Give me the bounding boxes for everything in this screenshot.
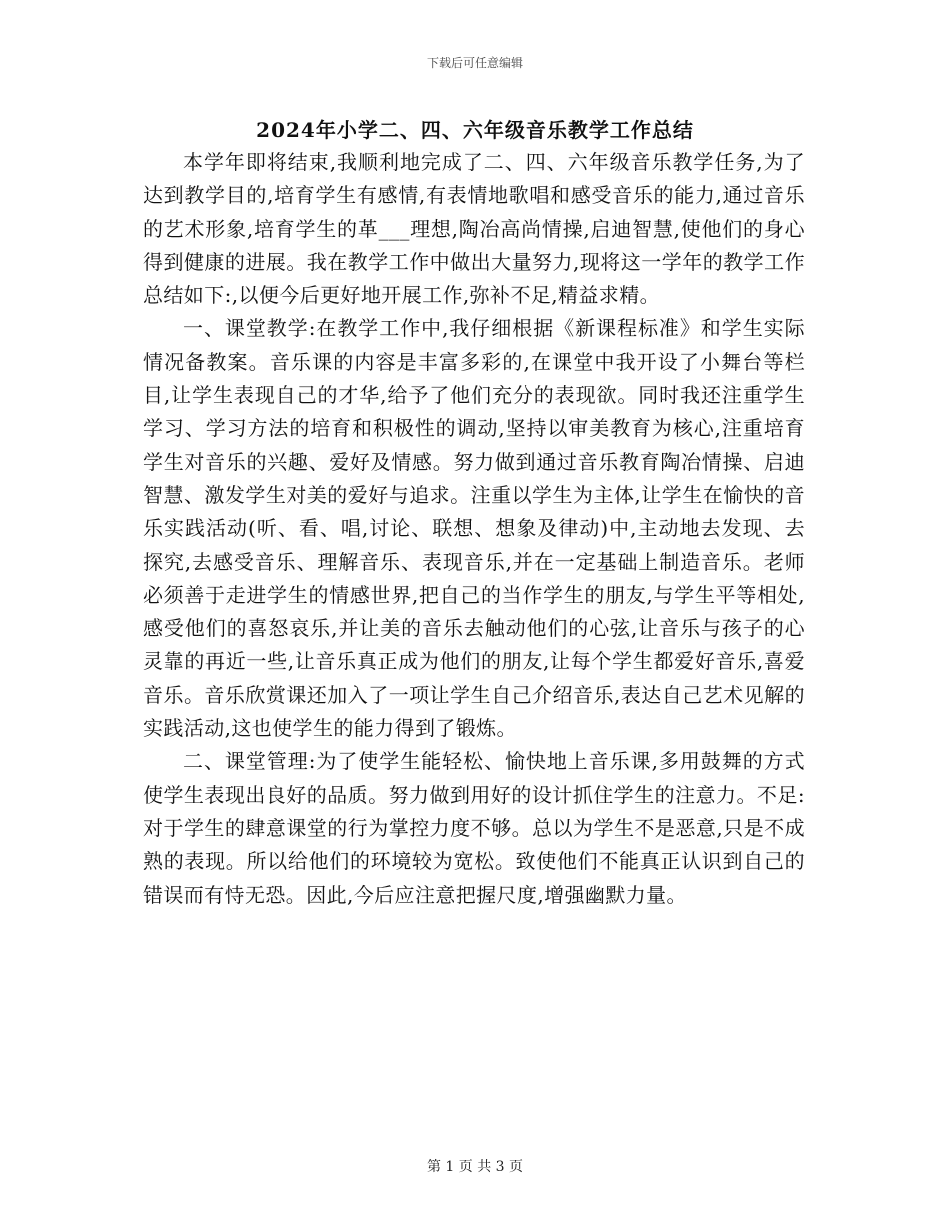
document-body (143, 146, 805, 912)
paragraph-classroom-teaching: 一、课堂教学:在教学工作中,我仔细根据《新课程标准》和学生实际情况备教案。音乐课的内容是丰富多彩的,在课堂中我开设了小舞台等栏目,让学生表现自己的才华,给予了他们充分的表现欲。同时我还注重学生学习、学习方法的培育和积极性的调动,坚持以审美教育为核心,注重培育学生对音乐的兴趣、爱好及情感。努力做到通过音乐教育陶冶情操、启迪智慧、激发学生对美的爱好与追求。注重以学生为主体,让学生在愉快的音乐实践活动(听、看、唱,讨论、联想、想象及律动)中,主动地去发现、去探究,去感受音乐、理解音乐、表现音乐,并在一定基础上制造音乐。老师必须善于走进学生的情感世界,把自己的当作学生的朋友,与学生平等相处,感受他们的喜怒哀乐,并让美的音乐去触动他们的心弦,让音乐与孩子的心灵靠的再近一些,让音乐真正成为他们的朋友,让每个学生都爱好音乐,喜爱音乐。音乐欣赏课还加入了一项让学生自己介绍音乐,表达自己艺术见解的实践活动,这也使学生的能力得到了锻炼。 (143, 316, 805, 741)
page-number: 第 1 页 共 3 页 (426, 1159, 524, 1175)
paragraph-intro: 本学年即将结束,我顺利地完成了二、四、六年级音乐教学任务,为了达到教学目的,培育学生有感情,有表情地歌唱和感受音乐的能力,通过音乐的艺术形象,培育学生的革___理想,陶冶高尚情操,启迪智慧,使他们的身心得到健康的进展。我在教学工作中做出大量努力,现将这一学年的教学工作总结如下:,以便今后更好地开展工作,弥补不足,精益求精。 (143, 150, 805, 308)
paragraph-classroom-management: 二、课堂管理:为了使学生能轻松、愉快地上音乐课,多用鼓舞的方式使学生表现出良好的品质。努力做到用好的设计抓住学生的注意力。不足:对于学生的肆意课堂的行为掌控力度不够。总以为学生不是恶意,只是不成熟的表现。所以给他们的环境较为宽松。致使他们不能真正认识到自己的错误而有恃无恐。因此,今后应注意把握尺度,增强幽默力量。 (143, 749, 805, 907)
header-note: 下载后可任意编辑 (426, 56, 523, 70)
document-title: 2024年小学二、四、六年级音乐教学工作总结 (256, 118, 694, 142)
